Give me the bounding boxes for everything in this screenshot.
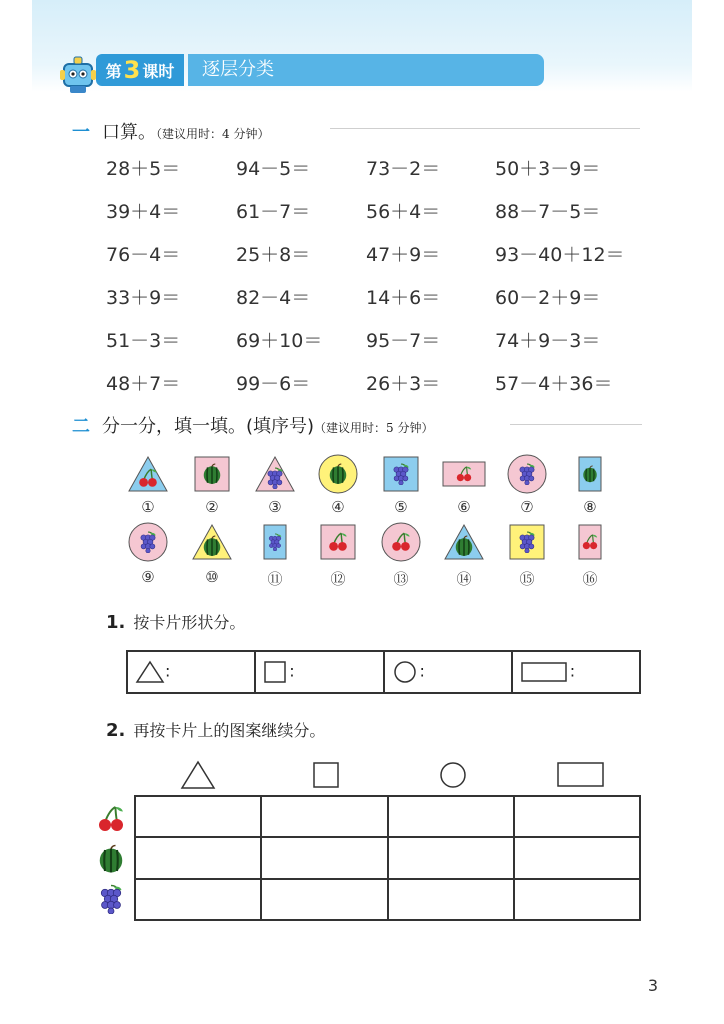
card-label: ⑨: [141, 568, 155, 586]
section1-hint: （建议用时：4 分钟）: [156, 127, 270, 141]
card-square: [509, 524, 545, 560]
lesson-prefix: 第: [105, 61, 122, 81]
cherry-circle-cell[interactable]: [388, 796, 514, 837]
equation: 51－3＝: [106, 330, 181, 352]
watermelon-icon: [581, 465, 599, 483]
equation: 26＋3＝: [366, 373, 441, 395]
card-square: [383, 456, 419, 492]
section2-heading: [72, 412, 434, 438]
cherry-icon: [137, 467, 159, 489]
equation: 47＋9＝: [366, 244, 441, 266]
lesson-number-badge: [96, 54, 184, 86]
card-circle: [381, 522, 421, 562]
section1-divider: [330, 128, 640, 129]
section2-divider: [510, 424, 642, 425]
card-label: ⑤: [394, 498, 408, 516]
card-triangle: [128, 456, 168, 492]
card-tall-rectangle: [578, 524, 602, 560]
card-label: ⑭: [456, 570, 472, 588]
equation: 82－4＝: [236, 287, 311, 309]
square-colon: :: [289, 661, 295, 681]
section2-title: 分一分，填一填。(填序号): [102, 416, 315, 437]
equation: 93－40＋12＝: [495, 244, 625, 266]
equation: 57－4＋36＝: [495, 373, 613, 395]
lesson-suffix: 课时: [142, 61, 175, 81]
grape-icon: [516, 463, 538, 485]
equation: 69＋10＝: [236, 330, 323, 352]
cherry-triangle-cell[interactable]: [135, 796, 261, 837]
equation: 33＋9＝: [106, 287, 181, 309]
section1-title: 口算。: [102, 122, 156, 143]
section1-heading: [72, 118, 269, 144]
watermelon-square-cell[interactable]: [261, 837, 387, 878]
equation: 73－2＝: [366, 158, 441, 180]
grape-icon: [266, 533, 284, 551]
equation: 50＋3－9＝: [495, 158, 601, 180]
card-label: ⑪: [267, 570, 283, 588]
lesson-title: 逐层分类: [188, 54, 544, 86]
watermelon-row-icon: [96, 844, 126, 878]
card-rectangle: [442, 461, 486, 487]
card-circle: [507, 454, 547, 494]
card-triangle: [255, 456, 295, 492]
card-tall-rectangle: [578, 456, 602, 492]
grape-rectangle-cell[interactable]: [514, 879, 640, 920]
watermelon-circle-cell[interactable]: [388, 837, 514, 878]
grape-square-cell[interactable]: [261, 879, 387, 920]
cherry-icon: [455, 465, 473, 483]
grape-triangle-cell[interactable]: [135, 879, 261, 920]
circle-icon: [392, 660, 420, 684]
cherry-icon: [581, 533, 599, 551]
equation: 14＋6＝: [366, 287, 441, 309]
lesson-header: [96, 54, 544, 86]
grape-row-icon: [96, 884, 126, 918]
rectangle-icon: [520, 660, 570, 684]
equation: 60－2＋9＝: [495, 287, 601, 309]
triangle-column-icon: [180, 760, 216, 790]
robot-mascot-icon: [56, 52, 100, 96]
triangle-colon: :: [165, 661, 171, 681]
watermelon-icon: [453, 535, 475, 557]
card-label: ⑯: [582, 570, 598, 588]
watermelon-icon: [201, 463, 223, 485]
grape-icon: [390, 463, 412, 485]
card-label: ⑦: [520, 498, 534, 516]
question-2-number: 2.: [106, 720, 126, 741]
card-label: ④: [331, 498, 345, 516]
equation: 56＋4＝: [366, 201, 441, 223]
equation: 28＋5＝: [106, 158, 181, 180]
card-label: ②: [205, 498, 219, 516]
cherry-square-cell[interactable]: [261, 796, 387, 837]
card-square: [320, 524, 356, 560]
pattern-sort-table: [134, 795, 641, 921]
equation: 88－7－5＝: [495, 201, 601, 223]
section1-number: 一: [72, 122, 90, 143]
card-square: [194, 456, 230, 492]
question-1-text: 按卡片形状分。: [133, 613, 246, 632]
equation: 76－4＝: [106, 244, 181, 266]
grape-icon: [264, 467, 286, 489]
equation: 74＋9－3＝: [495, 330, 601, 352]
question-1: [106, 610, 245, 633]
question-2: [106, 718, 325, 741]
circle-answer-cell[interactable]: [384, 651, 512, 693]
card-circle: [128, 522, 168, 562]
grape-icon: [137, 531, 159, 553]
card-label: ⑧: [583, 498, 597, 516]
rectangle-answer-cell[interactable]: [512, 651, 640, 693]
section2-number: 二: [72, 416, 90, 437]
card-label: ①: [141, 498, 155, 516]
card-label: ⑩: [205, 568, 219, 586]
rectangle-column-icon: [556, 760, 606, 790]
circle-column-icon: [438, 760, 468, 790]
equation: 61－7＝: [236, 201, 311, 223]
equation: 94－5＝: [236, 158, 311, 180]
card-label: ⑮: [519, 570, 535, 588]
watermelon-icon: [327, 463, 349, 485]
question-2-text: 再按卡片上的图案继续分。: [133, 721, 326, 740]
lesson-number: 3: [123, 56, 141, 84]
section2-hint: （建议用时：5 分钟）: [314, 421, 434, 435]
card-tall-rectangle: [263, 524, 287, 560]
cherry-icon: [390, 531, 412, 553]
page-number: 3: [647, 976, 658, 995]
card-circle: [318, 454, 358, 494]
question-1-number: 1.: [106, 612, 126, 633]
equation: 95－7＝: [366, 330, 441, 352]
grape-circle-cell[interactable]: [388, 879, 514, 920]
triangle-icon: [135, 660, 165, 684]
cherry-row-icon: [96, 804, 126, 838]
cherry-icon: [327, 531, 349, 553]
equation: 48＋7＝: [106, 373, 181, 395]
rectangle-colon: :: [569, 661, 576, 681]
grape-icon: [516, 531, 538, 553]
shape-sort-table: [126, 650, 641, 694]
card-triangle: [444, 524, 484, 560]
triangle-answer-cell[interactable]: [127, 651, 255, 693]
cherry-rectangle-cell[interactable]: [514, 796, 640, 837]
watermelon-triangle-cell[interactable]: [135, 837, 261, 878]
square-icon: [263, 660, 289, 684]
square-answer-cell[interactable]: [255, 651, 383, 693]
card-label: ⑥: [457, 498, 471, 516]
card-label: ⑫: [330, 570, 346, 588]
card-label: ⑬: [393, 570, 409, 588]
equation: 39＋4＝: [106, 201, 181, 223]
equation: 99－6＝: [236, 373, 311, 395]
card-triangle: [192, 524, 232, 560]
watermelon-icon: [201, 535, 223, 557]
square-column-icon: [312, 760, 342, 790]
equation: 25＋8＝: [236, 244, 311, 266]
watermelon-rectangle-cell[interactable]: [514, 837, 640, 878]
card-label: ③: [268, 498, 282, 516]
circle-colon: :: [419, 661, 425, 681]
